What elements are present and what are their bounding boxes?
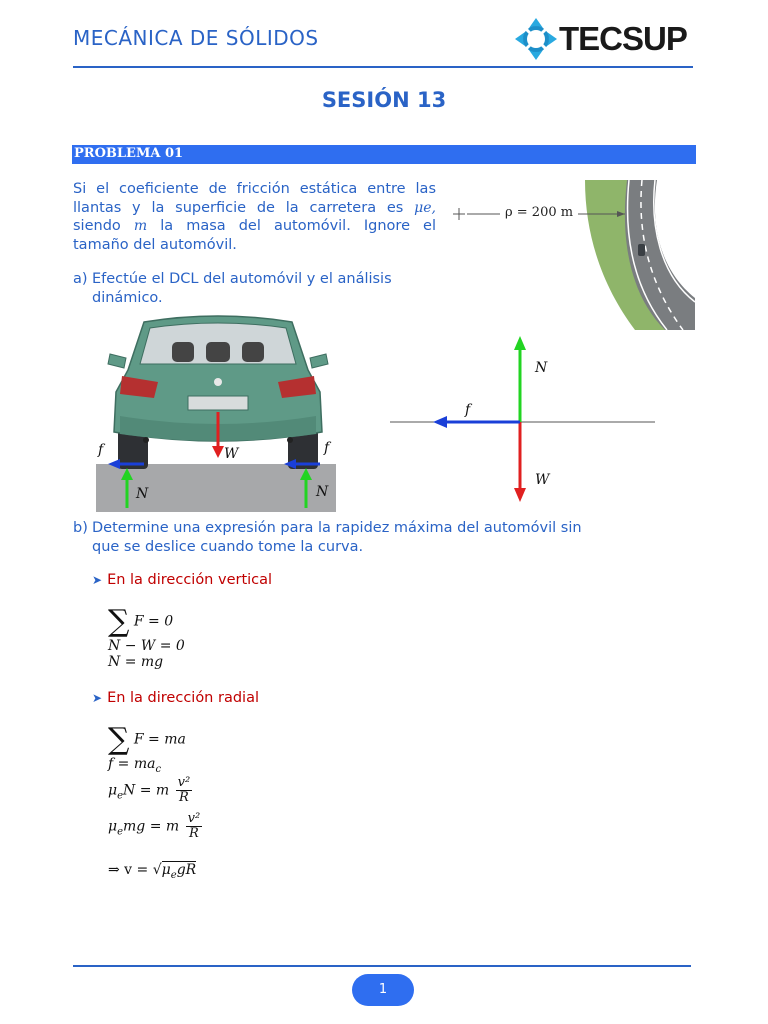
radial-eq4: $\mu_emg = m$ $\frac{\text{v²}}{R}$ xyxy=(108,811,201,841)
item-a-text: Efectúe el DCL del automóvil y el análisis dinámico. xyxy=(92,271,392,306)
radial-heading: ➤ En la dirección radial xyxy=(92,690,259,706)
tecsup-logo xyxy=(513,14,698,64)
problem-statement: Si el coeficiente de fricción estática entre las llantas y la superficie de la carretera es μe, siendo m la masa del automóvil. Ignore el tamaño del automóvil. xyxy=(73,181,437,253)
vertical-eq3: N = mg xyxy=(108,654,164,670)
page-number: 1 xyxy=(352,974,414,1006)
free-body-diagram xyxy=(385,330,660,510)
bullet-arrow-icon: ➤ xyxy=(92,573,103,587)
fbd-normal-label: N xyxy=(535,360,548,376)
fbd-friction-label: f xyxy=(465,402,471,418)
item-b-text: Determine una expresión para la rapidez máxima del automóvil sin que se deslice cuando tome la curva. xyxy=(92,520,582,555)
car-rear-figure xyxy=(96,312,336,512)
radial-eq3: $\mu_eN = m$ $\frac{\text{v²}}{R}$ xyxy=(108,775,191,805)
problem-label: PROBLEMA 01 xyxy=(74,146,184,161)
radial-sum-equation: ∑ F = ma xyxy=(108,722,186,757)
footer-rule xyxy=(73,965,691,967)
fbd-weight-label: W xyxy=(535,472,550,488)
radius-label: ρ = 200 m xyxy=(505,205,574,220)
car-weight-label: W xyxy=(224,446,239,462)
curved-road-figure xyxy=(445,180,695,330)
header-rule xyxy=(73,66,693,68)
vertical-heading: ➤ En la dirección vertical xyxy=(92,572,273,588)
car-f-left-label: f xyxy=(98,442,104,458)
speed-result: ⇒ $v = √\mu_egR$ xyxy=(108,862,197,881)
bullet-arrow-icon: ➤ xyxy=(92,691,103,705)
item-a xyxy=(73,270,433,307)
logo-text: TECSUP xyxy=(559,20,687,57)
car-n-left-label: N xyxy=(136,486,149,502)
logo-mark-icon xyxy=(513,16,559,62)
session-title: SESIÓN 13 xyxy=(321,88,447,112)
summation-icon: ∑ xyxy=(108,604,130,639)
summation-icon: ∑ xyxy=(108,722,130,757)
car-n-right-label: N xyxy=(316,484,329,500)
item-a-label: a) xyxy=(73,271,88,287)
document-header-title: MECÁNICA DE SÓLIDOS xyxy=(73,26,319,50)
car-f-right-label: f xyxy=(324,440,330,456)
vertical-sum-equation: ∑ F = 0 xyxy=(108,604,174,639)
item-b-label: b) xyxy=(73,520,88,536)
radial-eq2: $f = ma_c$ xyxy=(108,756,162,775)
item-b xyxy=(73,519,613,556)
vertical-eq2: N − W = 0 xyxy=(108,638,185,654)
